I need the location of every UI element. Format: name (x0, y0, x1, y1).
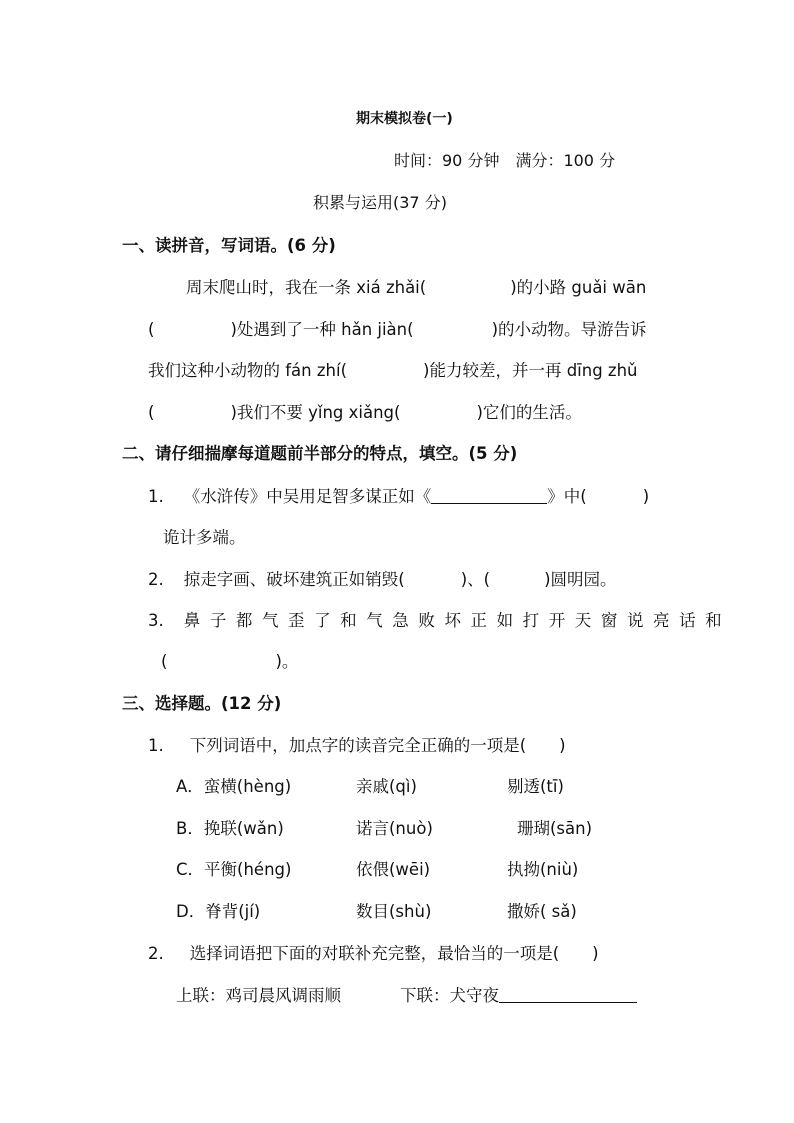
option-c-b: 依偎(wēi) (356, 860, 431, 879)
line4-text-a: ( (148, 403, 155, 422)
section1-heading: 一、读拼音，写词语。(6 分) (122, 236, 336, 255)
option-c-c: 执拗(niù) (507, 860, 579, 879)
q2-text-a: 掠走字画、破坏建筑正如销毁( (183, 570, 405, 589)
line1-text-a: 周末爬山时，我在一条 xiá zhǎi( (186, 278, 427, 297)
line4-text-c: )它们的生活。 (476, 403, 582, 422)
option-a-label: A．蛮横(hèng) (176, 777, 292, 796)
line4-text-b: )我们不要 yǐng xiǎng( (230, 403, 401, 422)
s3q2-number: 2. (148, 944, 164, 963)
exam-title: 期末模拟卷(一) (356, 111, 453, 127)
couplet-upper: 上联：鸡司晨风调雨顺 (176, 986, 341, 1005)
q1-text-c: ) (642, 487, 650, 506)
section2-q3-cont (161, 648, 298, 672)
q1-book-blank[interactable] (431, 487, 547, 504)
section1-line2 (148, 316, 647, 340)
line1-text-b: )的小路 guǎi wān (510, 278, 647, 297)
section2-q1 (148, 483, 649, 507)
section1-line4 (148, 399, 582, 423)
q2-number: 2. (148, 570, 164, 589)
option-b-b: 诺言(nuò) (356, 819, 433, 838)
option-a-c: 剔透(tī) (507, 777, 564, 796)
s3q1-number: 1. (148, 736, 164, 755)
option-b-c: 珊瑚(sān) (517, 819, 593, 838)
q3-cont-a: ( (161, 652, 168, 671)
q2-text-c: )圆明园。 (544, 570, 617, 589)
section1-line3 (148, 357, 638, 381)
s3q1-stem: 下列词语中，加点字的读音完全正确的一项是( ) (189, 736, 566, 755)
section3-q1 (148, 732, 566, 756)
section2-q3 (148, 607, 731, 631)
line2-text-c: )的小动物。导游告诉 (491, 320, 647, 339)
time-score-info: 时间：90 分钟 满分：100 分 (394, 151, 616, 170)
section2-q1-cont: 诡计多端。 (163, 528, 246, 547)
line2-text-b: )处遇到了一种 hǎn jiàn( (230, 320, 414, 339)
section2-q2 (148, 566, 617, 590)
q3-number: 3. (148, 611, 164, 630)
q1-number: 1. (148, 487, 164, 506)
couplet-blank[interactable] (499, 986, 637, 1003)
option-a-b: 亲戚(qì) (356, 777, 417, 796)
couplet-lower-text: 下联：犬守夜 (400, 986, 499, 1005)
option-d-b: 数目(shù) (356, 902, 432, 921)
q1-text-b: 》中( (547, 487, 587, 506)
q1-text-a: 《水浒传》中吴用足智多谋正如《 (183, 487, 432, 506)
option-d-label: D．脊背(jí) (176, 902, 261, 921)
section3-heading: 三、选择题。(12 分) (122, 694, 282, 713)
section3-q2 (148, 940, 599, 964)
couplet-lower (400, 982, 637, 1006)
q2-text-b: )、( (460, 570, 491, 589)
option-d-c: 撒娇( sǎ) (507, 902, 577, 921)
option-b-label: B．挽联(wǎn) (176, 819, 284, 838)
line3-text-a: 我们这种小动物的 fán zhí( (148, 361, 348, 380)
q3-cont-b: )。 (275, 652, 299, 671)
option-c-label: C．平衡(héng) (176, 860, 292, 879)
line2-text-a: ( (148, 320, 155, 339)
q3-text-a: 鼻子都气歪了和气急败坏正如打开天窗说亮话和 (183, 611, 732, 630)
s3q2-stem: 选择词语把下面的对联补充完整，最恰当的一项是( ) (189, 944, 599, 963)
section1-line1 (186, 274, 646, 298)
part-title: 积累与运用(37 分) (313, 193, 447, 212)
section2-heading: 二、请仔细揣摩每道题前半部分的特点，填空。(5 分) (122, 444, 518, 463)
line3-text-b: )能力较差，并一再 dīng zhǔ (423, 361, 638, 380)
